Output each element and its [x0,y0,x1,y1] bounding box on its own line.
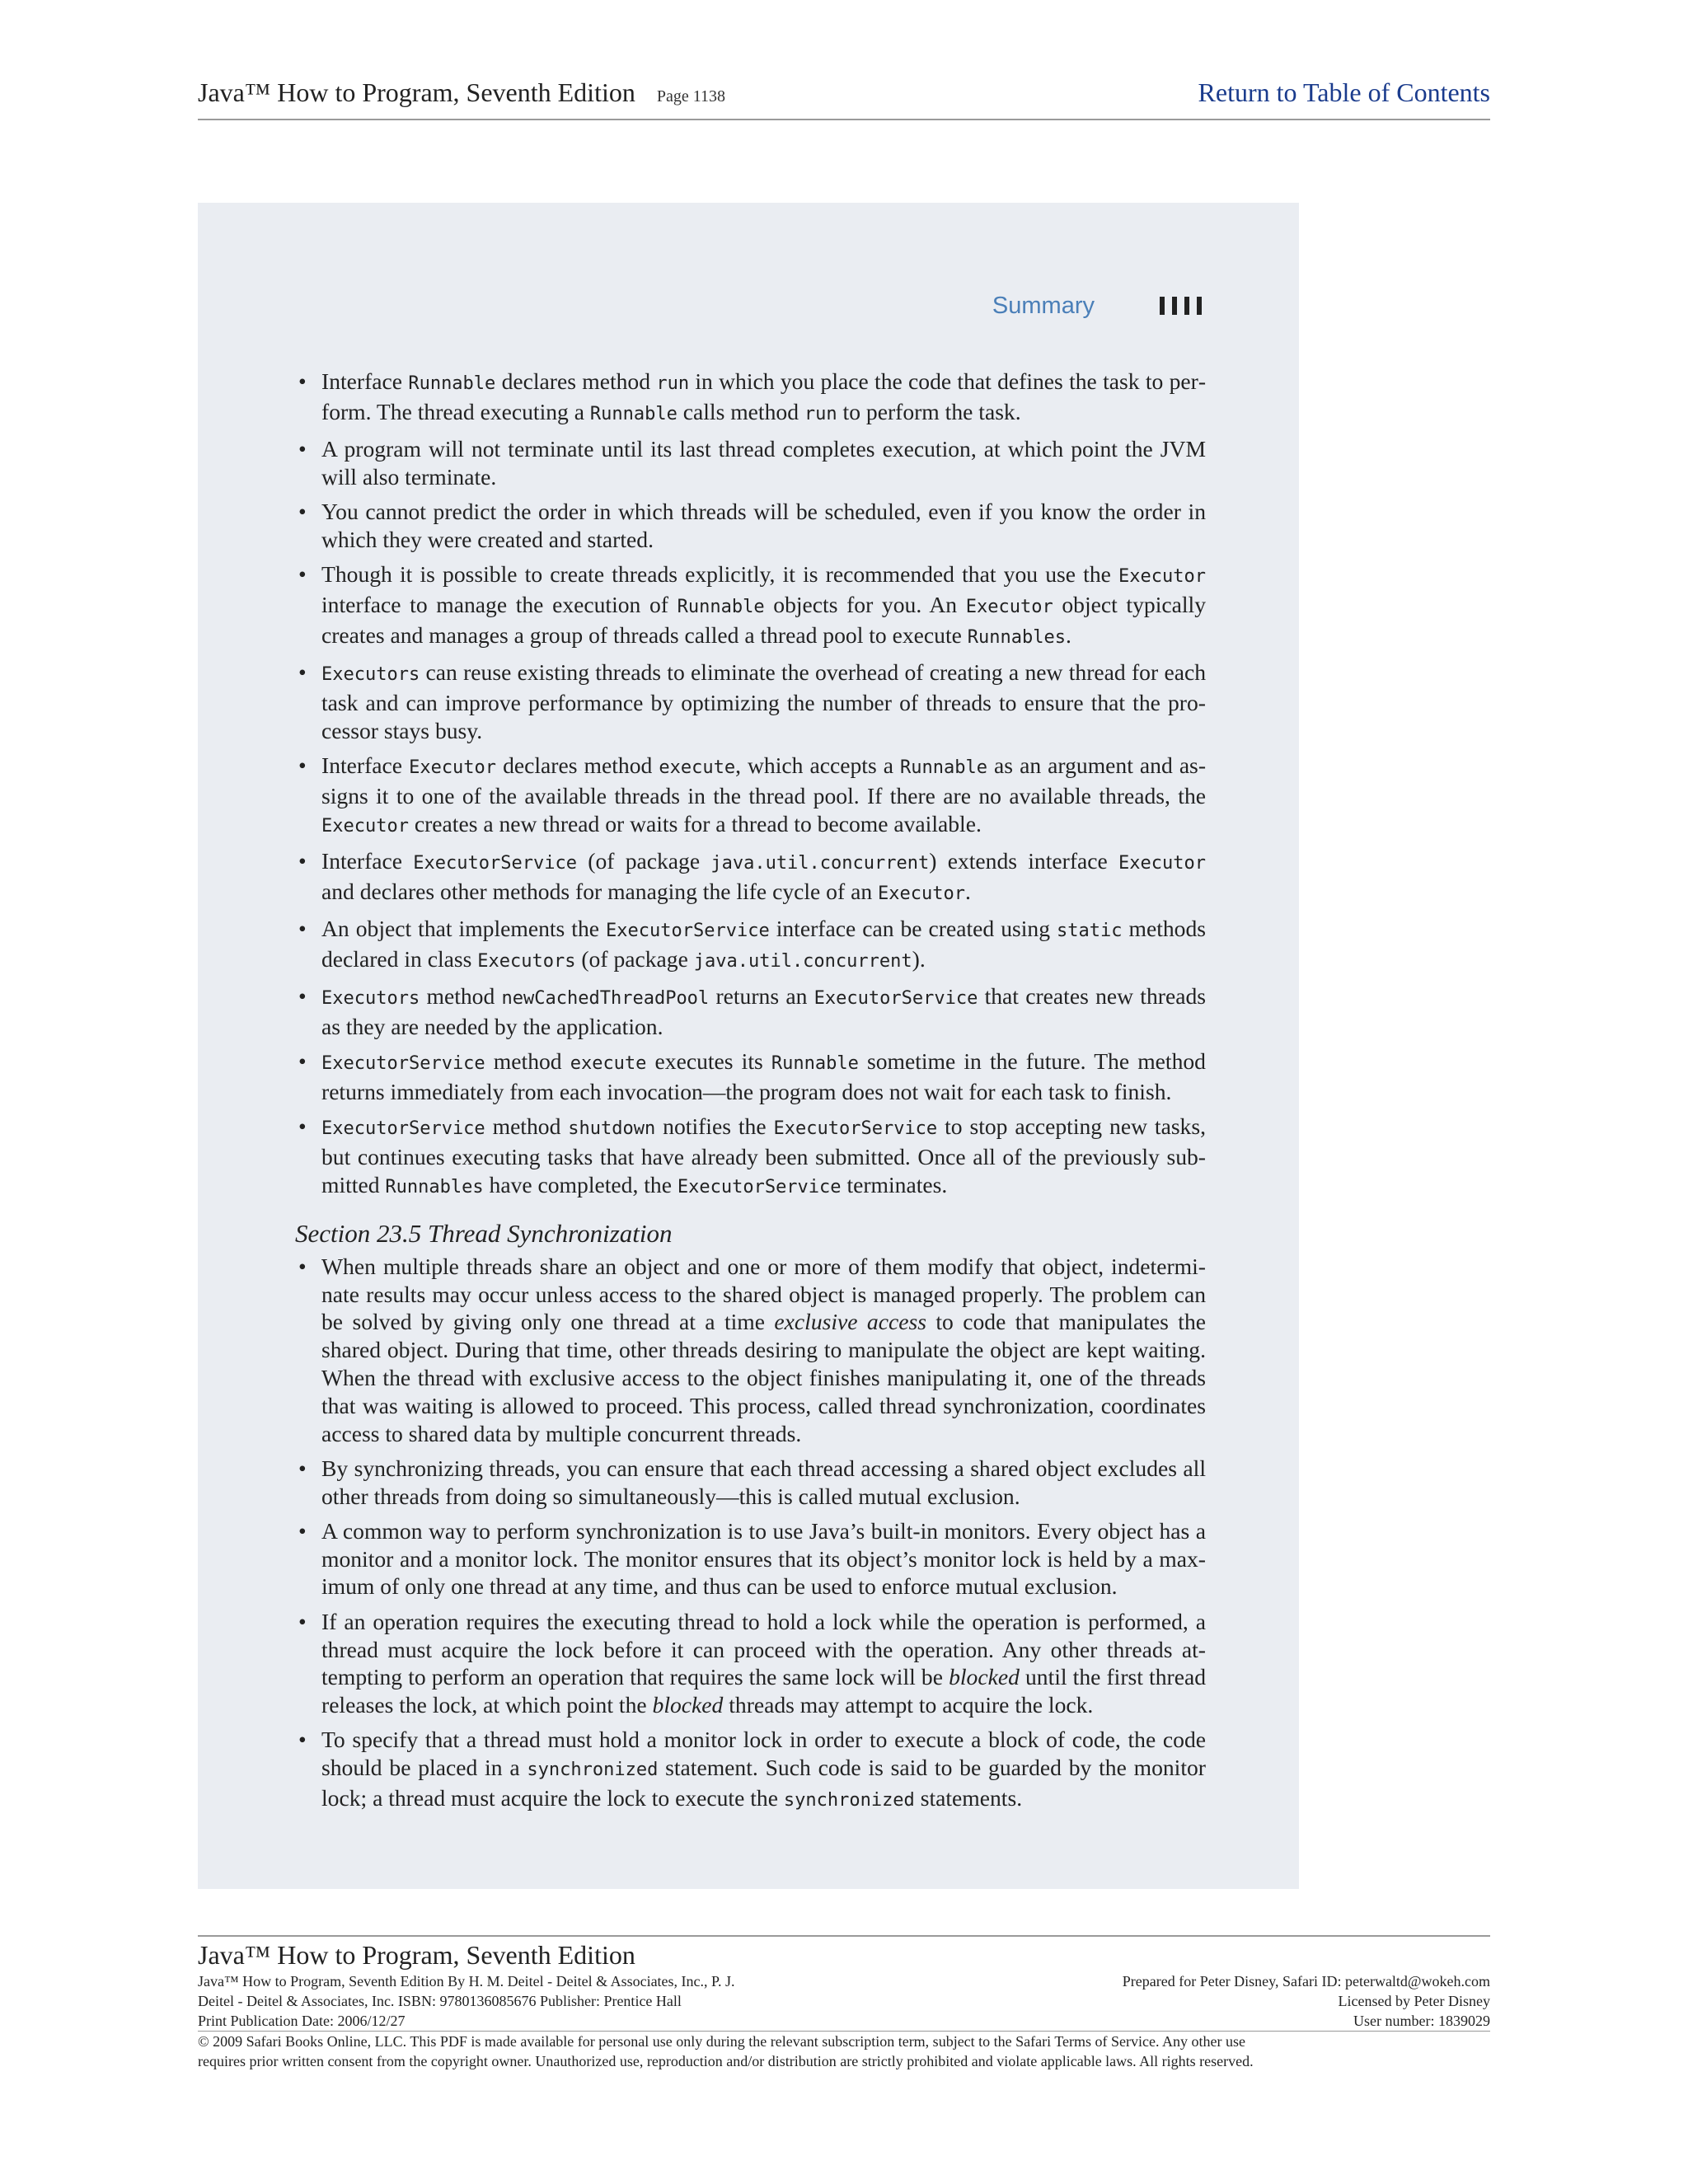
bullet-text: method [485,1048,570,1075]
bullet-item [295,560,1206,651]
page-number: Page 1138 [656,87,725,105]
bullet-item [295,435,1206,491]
footer-right-line: Prepared for Peter Disney, Safari ID: peterwaltd@wokeh.com [1122,1973,1490,1990]
bullet-text: and declares other methods for managing the life cycle of an [321,878,879,904]
bullet-text: . [1066,621,1071,648]
section-title: Section 23.5 Thread Synchronization [295,1218,673,1248]
summary-heading [992,289,1202,322]
code-term: static [1057,921,1123,942]
bullet-text: to code that manipulates the shared object. During that time, other threads desiring to manipulate the object are kept waiting. When the thread with exclusive access to the object finishes manipulating it, one of the threads that was waiting is allowed to proceed. This process, called thread synchronization, coordinates access to shared data by multiple concurrent threads. [321,1309,1207,1446]
bullet-text: until the first thread releases the lock, at which point the [321,1664,1206,1718]
code-term: Executors [477,950,576,972]
summary-panel [198,203,1299,1889]
bullet-text: returns an [709,983,814,1010]
bullet-item [295,498,1206,554]
footer-left-line: Deitel - Deitel & Associates, Inc. ISBN: 9780136085676 Publisher: Prentice Hall [198,1993,682,2009]
code-term: newCachedThreadPool [501,988,710,1010]
bullet-item [295,1455,1206,1511]
bullet-text: declares method [495,368,657,394]
code-term: ExecutorService [814,988,978,1010]
bullet-text: executes its [646,1048,771,1075]
bullet-text: notifies the [655,1113,774,1140]
code-term: execute [659,757,736,779]
bullet-text: can reuse existing threads to eliminate the overhead of creating a new thread for each task and can improve performance by optimizing the number of threads to ensure that the processor stays busy. [321,659,1206,743]
bullet-text: Interface [321,752,410,779]
book-title-text: Java™ How to Program, Seventh Edition [198,77,635,107]
bullet-text: Interface [321,368,409,394]
copyright-line: © 2009 Safari Books Online, LLC. This PDF is made available for personal use only during the relevant subscription term, subject to the Safari Terms of Service. Any other use [198,2033,1245,2050]
return-to-toc-link[interactable]: Return to Table of Contents [1198,77,1490,107]
summary-content [295,368,1206,1821]
code-term: Runnable [900,757,987,779]
code-term: synchronized [783,1790,915,1811]
code-term: Executor [878,883,965,904]
code-term: Runnable [589,403,678,424]
code-term: Executor [409,757,497,779]
bullet-item [295,752,1206,840]
code-term: run [804,403,837,424]
footer-title: Java™ How to Program, Seventh Edition [198,1940,635,1970]
footer-right-line: User number: 1839029 [1353,2013,1490,2029]
copyright-notice [198,2031,1490,2071]
book-title [198,77,725,108]
bullet-text: interface to manage the execution of [321,592,678,618]
bullet-text: sometime in the future. The method returns immediately from each invocation—the program does not wait for each task to finish. [321,1048,1206,1105]
bullet-item [295,915,1206,976]
code-term: execute [570,1053,647,1075]
section-bullet-list [295,1253,1206,1815]
footer-right-line: Licensed by Peter Disney [1338,1993,1490,2009]
bullet-text: as an argument and assigns it to one of the available threads in the thread pool. If there are no available threads, the [321,752,1207,808]
code-term: run [656,373,690,394]
bullet-text: method [420,983,502,1010]
bullet-item [295,658,1206,744]
summary-bullet-list [295,368,1206,1202]
copyright-line: requires prior written consent from the copyright owner. Unauthorized use, reproduction and/or distribution are strictly prohibited and violate applicable laws. All rights reserved. [198,2053,1254,2069]
code-term: Executors [321,664,420,686]
code-term: Runnables [967,626,1066,648]
bullet-text: (of package [576,847,711,874]
footer-left-line: Print Publication Date: 2006/12/27 [198,2013,406,2029]
code-term: Runnable [408,373,496,394]
bullet-text: When multiple threads share an object and one or more of them modify that object, indeterminate results may occur unless access to the shared object is managed properly. The problem can be solved by giving only one thread at a time [321,1253,1206,1335]
page-footer [198,1935,1490,2071]
code-term: ExecutorService [413,852,577,874]
footer-license-info [913,1971,1490,2031]
bullet-text: A common way to perform synchronization is to use Java’s built-in monitors. Every object has a monitor and a monitor lock. The monitor ensures that its object’s monitor lock is held by a maximum of only one thread at any time, and thus can be used to enforce mutual exclusion. [321,1517,1206,1600]
bullet-item [295,982,1206,1041]
bullet-text: have completed, the [483,1171,678,1197]
bullet-item [295,1047,1206,1106]
bullet-text: to perform the task. [837,398,1021,424]
bullet-text: ). [912,945,926,972]
bullet-text: in which you place the code that defines the task to perform. The thread executing a [321,368,1207,424]
code-term: java.util.concurrent [693,950,912,972]
bullet-text: creates a new thread or waits for a thread to become available. [408,810,982,837]
code-term: java.util.concurrent [710,852,930,874]
bullet-item [295,847,1206,908]
bullet-text: Interface [321,847,414,874]
bullet-item [295,368,1206,429]
bullet-text: By synchronizing threads, you can ensure that each thread accessing a shared object excludes all other threads from doing so simultaneously—this is called mutual exclusion. [321,1455,1206,1509]
bullet-text: methods declared in class [321,916,1206,972]
page-header [198,73,1490,120]
bullet-item [295,1608,1206,1719]
bullet-text: You cannot predict the order in which threads will be scheduled, even if you know the order in which they were created and started. [321,499,1206,552]
bullet-text: ) extends interface [929,847,1119,874]
bullet-text: objects for you. An [764,592,966,618]
bullet-text: . [964,878,971,904]
code-term: shutdown [568,1118,656,1140]
code-term: Executors [321,988,420,1010]
emphasis-text: blocked [949,1664,1020,1690]
code-term: ExecutorService [773,1118,938,1140]
bullet-text: to stop accepting new tasks, but continues executing tasks that have already been submitted. Once all of the previously submitted [321,1113,1206,1197]
bullet-item [295,1253,1206,1448]
bullet-text: To specify that a thread must hold a monitor lock in order to execute a block of code, the code should be placed in a [321,1727,1206,1781]
bullet-text: Though it is possible to create threads explicitly, it is recommended that you use the [321,561,1119,588]
bullet-item [295,1726,1206,1814]
bullet-text: If an operation requires the executing thread to hold a lock while the operation is performed, a thread must acquire the lock before it can proceed with the operation. Any other threads attempting to perform an operation that requires the same lock will be [321,1608,1206,1690]
bullet-text: declares method [496,752,659,779]
bullet-item [295,1517,1206,1601]
bullet-text: statements. [914,1785,1023,1811]
bullet-text: An object that implements the [321,916,607,942]
bullet-text: , which accepts a [735,752,901,779]
footer-publication-info [198,1971,940,2031]
code-term: ExecutorService [321,1118,485,1140]
bullet-text: that creates new threads as they are needed by the application. [321,983,1206,1039]
bullet-text: A program will not terminate until its last thread completes execution, at which point the JVM will also terminate. [321,436,1206,490]
bullet-text: interface can be created using [769,916,1057,942]
code-term: Executor [965,597,1053,618]
code-term: ExecutorService [677,1176,842,1197]
code-term: Executor [1118,852,1206,874]
bullet-text: object typically creates and manages a group of threads called a thread pool to execute [321,592,1206,648]
bullet-text: calls method [677,398,804,424]
page-marker-bars [1152,297,1202,315]
bullet-text: statement. Such code is said to be guarded by the monitor lock; a thread must acquire the lock to execute the [321,1755,1206,1811]
bullet-text: threads may attempt to acquire the lock. [723,1692,1094,1718]
summary-label: Summary [992,292,1095,319]
code-term: Runnables [385,1176,484,1197]
bullet-text: terminates. [841,1171,948,1197]
bullet-text: method [485,1113,569,1140]
code-term: Runnable [677,597,765,618]
code-term: Executor [1118,566,1206,588]
bullet-item [295,1113,1206,1201]
code-term: synchronized [527,1760,659,1781]
emphasis-text: exclusive access [774,1309,926,1335]
code-term: Executor [321,815,409,837]
code-term: ExecutorService [321,1053,485,1075]
code-term: ExecutorService [606,921,770,942]
code-term: Runnable [771,1053,859,1075]
bullet-text: (of package [575,945,694,972]
emphasis-text: blocked [652,1692,724,1718]
footer-left-line: Java™ How to Program, Seventh Edition By H. M. Deitel - Deitel & Associates, Inc., P. J. [198,1973,735,1990]
footer-info [198,1971,1490,2031]
